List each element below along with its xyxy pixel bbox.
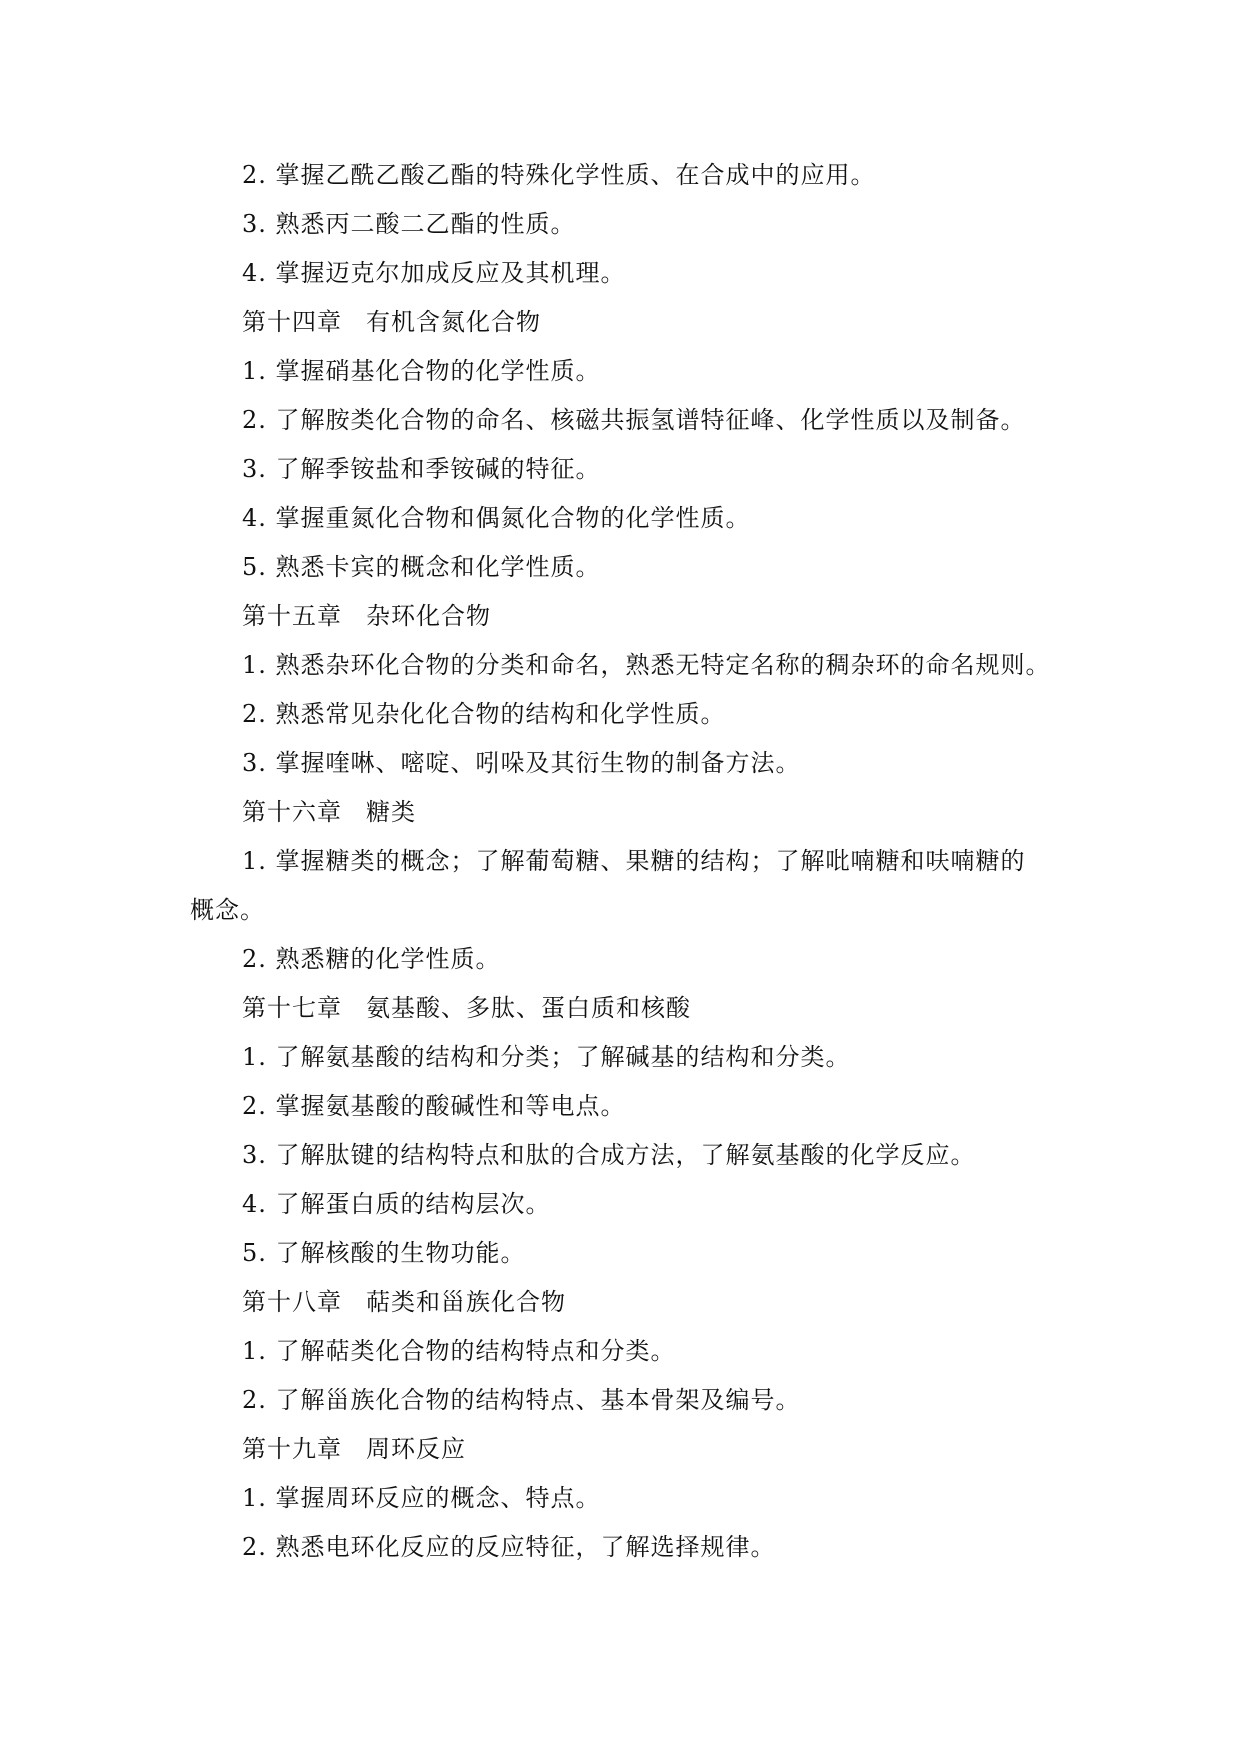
- list-item: 1. 了解萜类化合物的结构特点和分类。: [242, 1337, 676, 1365]
- chapter-number: 第十八章: [242, 1288, 342, 1316]
- list-item: 2. 熟悉电环化反应的反应特征，了解选择规律。: [242, 1533, 776, 1561]
- chapter-title: 糖类: [366, 798, 416, 826]
- list-item: 2. 了解甾族化合物的结构特点、基本骨架及编号。: [242, 1386, 801, 1414]
- chapter-number: 第十六章: [242, 798, 342, 826]
- chapter-title: 氨基酸、多肽、蛋白质和核酸: [366, 994, 691, 1022]
- list-item: 1. 掌握糖类的概念；了解葡萄糖、果糖的结构；了解吡喃糖和呋喃糖的: [242, 847, 1026, 875]
- chapter-title: 萜类和甾族化合物: [366, 1288, 566, 1316]
- chapter-heading: [242, 797, 416, 827]
- list-item: 4. 掌握重氮化合物和偶氮化合物的化学性质。: [242, 504, 751, 532]
- list-item: 1. 熟悉杂环化合物的分类和命名，熟悉无特定名称的稠杂环的命名规则。: [242, 651, 1051, 679]
- list-item: 3. 了解季铵盐和季铵碱的特征。: [242, 455, 601, 483]
- chapter-heading: [242, 307, 541, 337]
- chapter-number: 第十七章: [242, 994, 342, 1022]
- list-item: 1. 了解氨基酸的结构和分类；了解碱基的结构和分类。: [242, 1043, 851, 1071]
- chapter-number: 第十九章: [242, 1435, 342, 1463]
- list-item: 3. 了解肽键的结构特点和肽的合成方法，了解氨基酸的化学反应。: [242, 1141, 976, 1169]
- list-item: 2. 了解胺类化合物的命名、核磁共振氢谱特征峰、化学性质以及制备。: [242, 406, 1026, 434]
- list-item: 4. 了解蛋白质的结构层次。: [242, 1190, 551, 1218]
- list-item: 3. 掌握喹啉、嘧啶、吲哚及其衍生物的制备方法。: [242, 749, 801, 777]
- list-item-continuation: 概念。: [190, 896, 265, 924]
- list-item: 4. 掌握迈克尔加成反应及其机理。: [242, 259, 626, 287]
- chapter-title: 杂环化合物: [366, 602, 491, 630]
- chapter-heading: [242, 1287, 566, 1317]
- chapter-title: 有机含氮化合物: [366, 308, 541, 336]
- list-item: 1. 掌握周环反应的概念、特点。: [242, 1484, 601, 1512]
- chapter-number: 第十五章: [242, 602, 342, 630]
- chapter-heading: [242, 601, 491, 631]
- chapter-title: 周环反应: [366, 1435, 466, 1463]
- list-item: 5. 熟悉卡宾的概念和化学性质。: [242, 553, 601, 581]
- list-item: 1. 掌握硝基化合物的化学性质。: [242, 357, 601, 385]
- list-item: 2. 掌握乙酰乙酸乙酯的特殊化学性质、在合成中的应用。: [242, 161, 876, 189]
- chapter-number: 第十四章: [242, 308, 342, 336]
- chapter-heading: [242, 1434, 466, 1464]
- list-item: 2. 掌握氨基酸的酸碱性和等电点。: [242, 1092, 626, 1120]
- list-item: 2. 熟悉糖的化学性质。: [242, 945, 501, 973]
- list-item: 3. 熟悉丙二酸二乙酯的性质。: [242, 210, 576, 238]
- list-item: 2. 熟悉常见杂化化合物的结构和化学性质。: [242, 700, 726, 728]
- chapter-heading: [242, 993, 691, 1023]
- list-item: 5. 了解核酸的生物功能。: [242, 1239, 526, 1267]
